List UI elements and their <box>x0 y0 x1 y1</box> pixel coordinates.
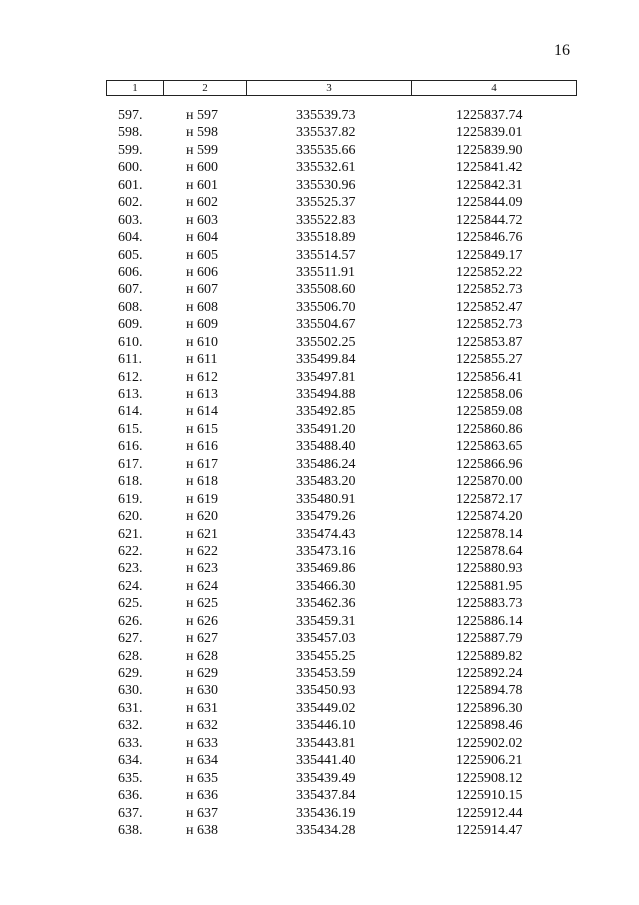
table-row <box>106 386 572 403</box>
row-number: 629. <box>118 666 143 681</box>
point-id: н 613 <box>186 387 218 402</box>
y-coordinate: 1225881.95 <box>456 578 523 594</box>
y-coordinate: 1225849.17 <box>456 247 523 263</box>
table-row <box>106 229 572 246</box>
x-coordinate: 335480.91 <box>296 491 356 507</box>
table-row <box>106 281 572 298</box>
row-number: 605. <box>118 247 143 263</box>
table-row <box>106 665 572 682</box>
x-coordinate: 335537.82 <box>296 125 356 141</box>
row-number: 628. <box>118 648 143 664</box>
x-coordinate: 335499.84 <box>296 352 356 368</box>
point-id: н 638 <box>186 822 218 838</box>
row-number: 611. <box>118 352 142 368</box>
y-coordinate: 1225894.78 <box>456 683 523 699</box>
header-cell-1: 1 <box>107 81 164 96</box>
row-number: 631. <box>118 700 143 716</box>
table-row <box>106 438 572 455</box>
point-id: н 626 <box>186 613 218 629</box>
x-coordinate: 335446.10 <box>296 718 356 734</box>
coordinate-table-body <box>106 107 572 839</box>
row-number: 616. <box>118 439 143 455</box>
y-coordinate: 1225852.22 <box>456 264 523 280</box>
table-row <box>106 613 572 630</box>
point-id: н 615 <box>186 421 218 437</box>
table-row <box>106 247 572 264</box>
table-row <box>106 805 572 822</box>
table-row <box>106 142 572 159</box>
table-row <box>106 159 572 176</box>
table-row <box>106 770 572 787</box>
row-number: 626. <box>118 613 143 629</box>
y-coordinate: 1225852.47 <box>456 299 523 315</box>
point-id: н 627 <box>186 631 218 647</box>
y-coordinate: 1225887.79 <box>456 631 523 647</box>
row-number: 603. <box>118 212 143 228</box>
row-number: 636. <box>118 788 143 804</box>
table-row <box>106 124 572 141</box>
x-coordinate: 335441.40 <box>296 753 356 769</box>
x-coordinate: 335439.49 <box>296 770 356 786</box>
row-number: 627. <box>118 631 143 647</box>
header-row <box>107 81 577 96</box>
row-number: 622. <box>118 543 143 559</box>
table-row <box>106 194 572 211</box>
table-row <box>106 177 572 194</box>
point-id: н 628 <box>186 648 218 664</box>
table-row <box>106 316 572 333</box>
row-number: 623. <box>118 561 143 577</box>
table-row <box>106 735 572 752</box>
point-id: н 617 <box>186 456 218 472</box>
row-number: 607. <box>118 282 143 298</box>
point-id: н 618 <box>186 474 218 490</box>
x-coordinate: 335437.84 <box>296 788 356 804</box>
y-coordinate: 1225886.14 <box>456 613 523 629</box>
x-coordinate: 335492.85 <box>296 404 356 420</box>
point-id: н 621 <box>186 526 218 542</box>
x-coordinate: 335514.57 <box>296 247 356 263</box>
header-cell-4: 4 <box>412 81 577 96</box>
table-row <box>106 822 572 839</box>
row-number: 606. <box>118 264 143 280</box>
point-id: н 601 <box>186 177 218 193</box>
point-id: н 616 <box>186 439 218 455</box>
y-coordinate: 1225844.72 <box>456 212 523 228</box>
row-number: 597. <box>118 108 143 123</box>
point-id: н 599 <box>186 142 218 158</box>
point-id: н 624 <box>186 578 218 594</box>
point-id: н 636 <box>186 788 218 804</box>
point-id: н 612 <box>186 369 218 385</box>
point-id: н 635 <box>186 770 218 786</box>
table-row <box>106 717 572 734</box>
x-coordinate: 335473.16 <box>296 543 356 559</box>
y-coordinate: 1225892.24 <box>456 666 523 681</box>
x-coordinate: 335469.86 <box>296 561 356 577</box>
point-id: н 600 <box>186 160 218 176</box>
y-coordinate: 1225853.87 <box>456 334 523 350</box>
point-id: н 608 <box>186 299 218 315</box>
row-number: 610. <box>118 334 143 350</box>
x-coordinate: 335443.81 <box>296 735 356 751</box>
point-id: н 629 <box>186 666 218 681</box>
y-coordinate: 1225852.73 <box>456 317 523 333</box>
row-number: 609. <box>118 317 143 333</box>
point-id: н 625 <box>186 596 218 612</box>
x-coordinate: 335504.67 <box>296 317 356 333</box>
row-number: 599. <box>118 142 143 158</box>
x-coordinate: 335474.43 <box>296 526 356 542</box>
row-number: 624. <box>118 578 143 594</box>
y-coordinate: 1225846.76 <box>456 230 523 246</box>
point-id: н 603 <box>186 212 218 228</box>
row-number: 638. <box>118 822 143 838</box>
point-id: н 611 <box>186 352 218 368</box>
table-row <box>106 403 572 420</box>
row-number: 632. <box>118 718 143 734</box>
point-id: н 602 <box>186 195 218 211</box>
y-coordinate: 1225912.44 <box>456 805 523 821</box>
x-coordinate: 335450.93 <box>296 683 356 699</box>
table-row <box>106 456 572 473</box>
point-id: н 637 <box>186 805 218 821</box>
table-row <box>106 648 572 665</box>
x-coordinate: 335518.89 <box>296 230 356 246</box>
row-number: 634. <box>118 753 143 769</box>
x-coordinate: 335532.61 <box>296 160 356 176</box>
y-coordinate: 1225908.12 <box>456 770 523 786</box>
row-number: 601. <box>118 177 143 193</box>
point-id: н 622 <box>186 543 218 559</box>
y-coordinate: 1225855.27 <box>456 352 523 368</box>
x-coordinate: 335497.81 <box>296 369 356 385</box>
row-number: 633. <box>118 735 143 751</box>
table-row <box>106 212 572 229</box>
y-coordinate: 1225866.96 <box>456 456 523 472</box>
x-coordinate: 335455.25 <box>296 648 356 664</box>
y-coordinate: 1225852.73 <box>456 282 523 298</box>
y-coordinate: 1225860.86 <box>456 421 523 437</box>
page-number: 16 <box>554 42 570 59</box>
y-coordinate: 1225880.93 <box>456 561 523 577</box>
table-row <box>106 526 572 543</box>
row-number: 614. <box>118 404 143 420</box>
x-coordinate: 335530.96 <box>296 177 356 193</box>
table-row <box>106 595 572 612</box>
y-coordinate: 1225883.73 <box>456 596 523 612</box>
y-coordinate: 1225837.74 <box>456 108 523 123</box>
point-id: н 606 <box>186 264 218 280</box>
x-coordinate: 335525.37 <box>296 195 356 211</box>
x-coordinate: 335436.19 <box>296 805 356 821</box>
x-coordinate: 335483.20 <box>296 474 356 490</box>
table-row <box>106 351 572 368</box>
x-coordinate: 335494.88 <box>296 387 356 402</box>
x-coordinate: 335508.60 <box>296 282 356 298</box>
row-number: 600. <box>118 160 143 176</box>
header-cell-2: 2 <box>164 81 247 96</box>
table-row <box>106 682 572 699</box>
point-id: н 631 <box>186 700 218 716</box>
y-coordinate: 1225844.09 <box>456 195 523 211</box>
point-id: н 598 <box>186 125 218 141</box>
row-number: 602. <box>118 195 143 211</box>
x-coordinate: 335462.36 <box>296 596 356 612</box>
row-number: 615. <box>118 421 143 437</box>
y-coordinate: 1225858.06 <box>456 387 523 402</box>
y-coordinate: 1225906.21 <box>456 753 523 769</box>
table-row <box>106 787 572 804</box>
y-coordinate: 1225856.41 <box>456 369 523 385</box>
y-coordinate: 1225872.17 <box>456 491 523 507</box>
row-number: 613. <box>118 387 143 402</box>
row-number: 630. <box>118 683 143 699</box>
x-coordinate: 335434.28 <box>296 822 356 838</box>
y-coordinate: 1225863.65 <box>456 439 523 455</box>
y-coordinate: 1225902.02 <box>456 735 523 751</box>
point-id: н 619 <box>186 491 218 507</box>
x-coordinate: 335535.66 <box>296 142 356 158</box>
table-row <box>106 369 572 386</box>
row-number: 625. <box>118 596 143 612</box>
row-number: 604. <box>118 230 143 246</box>
y-coordinate: 1225896.30 <box>456 700 523 716</box>
table-row <box>106 630 572 647</box>
table-header <box>106 80 577 96</box>
x-coordinate: 335453.59 <box>296 666 356 681</box>
x-coordinate: 335449.02 <box>296 700 356 716</box>
row-number: 608. <box>118 299 143 315</box>
x-coordinate: 335479.26 <box>296 509 356 525</box>
row-number: 618. <box>118 474 143 490</box>
row-number: 619. <box>118 491 143 507</box>
row-number: 617. <box>118 456 143 472</box>
table-row <box>106 508 572 525</box>
point-id: н 607 <box>186 282 218 298</box>
point-id: н 623 <box>186 561 218 577</box>
y-coordinate: 1225898.46 <box>456 718 523 734</box>
x-coordinate: 335522.83 <box>296 212 356 228</box>
y-coordinate: 1225841.42 <box>456 160 523 176</box>
x-coordinate: 335539.73 <box>296 108 356 123</box>
y-coordinate: 1225910.15 <box>456 788 523 804</box>
table-row <box>106 700 572 717</box>
header-cell-3: 3 <box>247 81 412 96</box>
point-id: н 604 <box>186 230 218 246</box>
point-id: н 620 <box>186 509 218 525</box>
row-number: 635. <box>118 770 143 786</box>
point-id: н 610 <box>186 334 218 350</box>
x-coordinate: 335511.91 <box>296 264 355 280</box>
table-row <box>106 264 572 281</box>
table-row <box>106 421 572 438</box>
row-number: 620. <box>118 509 143 525</box>
x-coordinate: 335491.20 <box>296 421 356 437</box>
y-coordinate: 1225839.90 <box>456 142 523 158</box>
y-coordinate: 1225859.08 <box>456 404 523 420</box>
y-coordinate: 1225842.31 <box>456 177 523 193</box>
y-coordinate: 1225878.14 <box>456 526 523 542</box>
point-id: н 614 <box>186 404 218 420</box>
table-row <box>106 473 572 490</box>
point-id: н 634 <box>186 753 218 769</box>
row-number: 598. <box>118 125 143 141</box>
table-row <box>106 299 572 316</box>
point-id: н 632 <box>186 718 218 734</box>
point-id: н 605 <box>186 247 218 263</box>
y-coordinate: 1225870.00 <box>456 474 523 490</box>
x-coordinate: 335459.31 <box>296 613 356 629</box>
row-number: 637. <box>118 805 143 821</box>
x-coordinate: 335457.03 <box>296 631 356 647</box>
point-id: н 630 <box>186 683 218 699</box>
y-coordinate: 1225874.20 <box>456 509 523 525</box>
y-coordinate: 1225839.01 <box>456 125 523 141</box>
point-id: н 597 <box>186 108 218 123</box>
x-coordinate: 335502.25 <box>296 334 356 350</box>
row-number: 612. <box>118 369 143 385</box>
table-row <box>106 334 572 351</box>
x-coordinate: 335506.70 <box>296 299 356 315</box>
point-id: н 609 <box>186 317 218 333</box>
table-row <box>106 491 572 508</box>
table-row <box>106 543 572 560</box>
row-number: 621. <box>118 526 143 542</box>
table-row <box>106 578 572 595</box>
table-row <box>106 107 572 124</box>
table-row <box>106 560 572 577</box>
point-id: н 633 <box>186 735 218 751</box>
x-coordinate: 335486.24 <box>296 456 356 472</box>
table-row <box>106 752 572 769</box>
x-coordinate: 335488.40 <box>296 439 356 455</box>
y-coordinate: 1225878.64 <box>456 543 523 559</box>
x-coordinate: 335466.30 <box>296 578 356 594</box>
y-coordinate: 1225914.47 <box>456 822 523 838</box>
y-coordinate: 1225889.82 <box>456 648 523 664</box>
